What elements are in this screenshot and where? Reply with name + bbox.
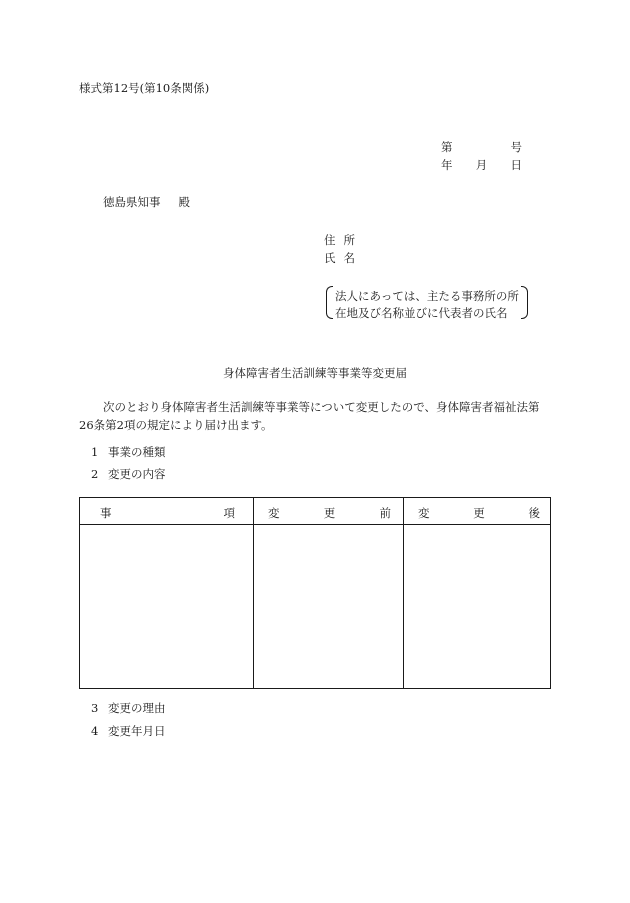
item-business-type bbox=[91, 444, 166, 460]
number-prefix: 第 bbox=[441, 140, 453, 154]
item-label: 変更年月日 bbox=[108, 724, 166, 738]
body-text-line2: 26条第2項の規定により届け出ます。 bbox=[79, 418, 273, 432]
right-bracket bbox=[521, 286, 528, 319]
name-label: 氏名 bbox=[324, 251, 363, 265]
column-divider bbox=[253, 498, 254, 688]
corporate-note-line1: 法人にあっては、主たる事務所の所 bbox=[335, 289, 519, 303]
day-label: 日 bbox=[510, 158, 522, 172]
addressee-honorific: 殿 bbox=[178, 195, 190, 209]
body-text-line1: 次のとおり身体障害者生活訓練等事業等について変更したので、身体障害者福祉法第 bbox=[103, 400, 540, 414]
column-divider bbox=[403, 498, 404, 688]
item-label: 変更の内容 bbox=[108, 467, 166, 481]
date-line bbox=[441, 157, 522, 173]
item-change-reason bbox=[91, 700, 166, 716]
item-change-date bbox=[91, 723, 166, 739]
item-label: 事業の種類 bbox=[108, 445, 166, 459]
header-char: 前 bbox=[379, 506, 391, 520]
year-label: 年 bbox=[441, 158, 453, 172]
document-number-line bbox=[441, 139, 522, 155]
item-label: 変更の理由 bbox=[108, 701, 166, 715]
header-char: 変 bbox=[418, 506, 430, 520]
item-number: 2 bbox=[91, 467, 99, 481]
item-number: 3 bbox=[91, 701, 99, 715]
left-bracket bbox=[326, 286, 333, 319]
header-char: 後 bbox=[528, 506, 540, 520]
item-number: 1 bbox=[91, 445, 99, 459]
header-before bbox=[268, 505, 391, 521]
change-table bbox=[79, 497, 551, 689]
header-char: 事 bbox=[100, 506, 112, 520]
item-change-content bbox=[91, 466, 166, 482]
item-number: 4 bbox=[91, 724, 99, 738]
header-after bbox=[418, 505, 540, 521]
header-char: 更 bbox=[323, 506, 336, 520]
header-char: 更 bbox=[473, 506, 485, 520]
month-label: 月 bbox=[475, 158, 488, 172]
addressee bbox=[103, 194, 190, 210]
addressee-name: 徳島県知事 bbox=[103, 195, 161, 209]
header-char: 変 bbox=[268, 506, 280, 520]
number-suffix: 号 bbox=[510, 140, 522, 154]
address-label: 住所 bbox=[324, 233, 363, 247]
document-title: 身体障害者生活訓練等事業等変更届 bbox=[223, 366, 407, 380]
corporate-note bbox=[326, 286, 528, 319]
corporate-note-line2: 在地及び名称並びに代表者の氏名 bbox=[335, 306, 508, 320]
form-number-label: 様式第12号(第10条関係) bbox=[79, 81, 210, 95]
header-item bbox=[100, 505, 235, 521]
header-char: 項 bbox=[223, 506, 235, 520]
